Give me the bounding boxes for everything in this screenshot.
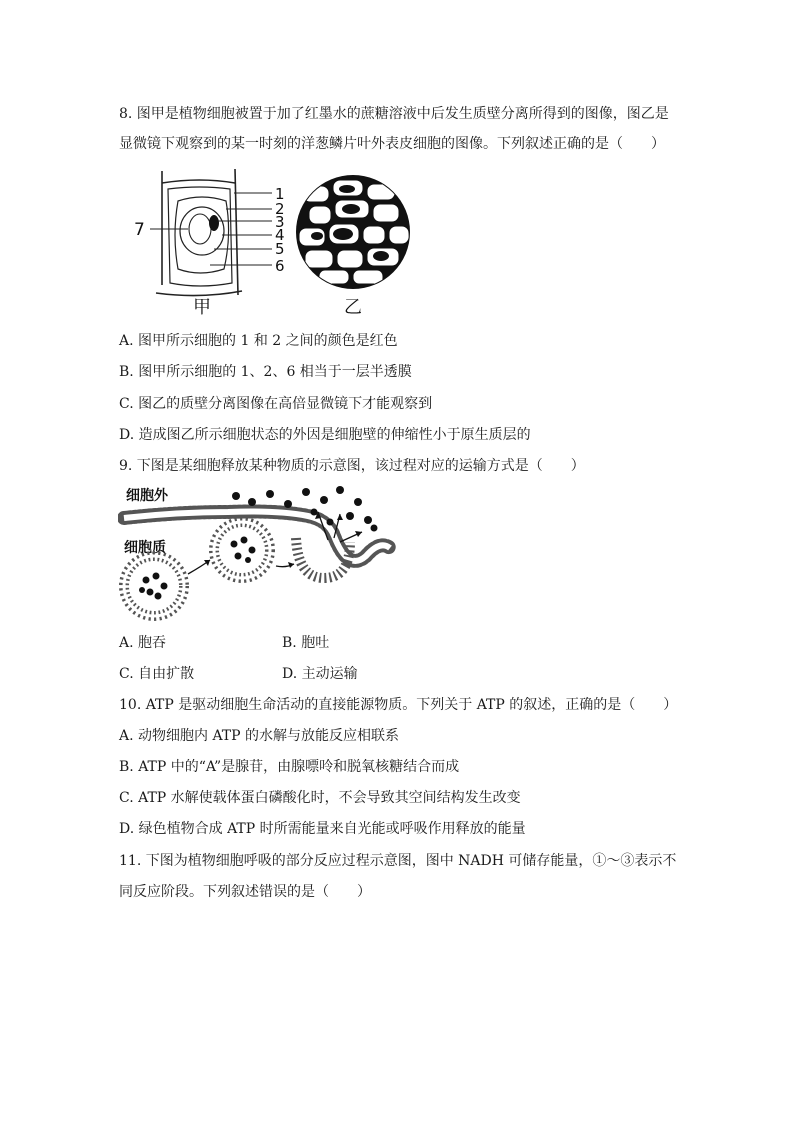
q8-label-1: 1 (275, 185, 285, 203)
q10-option-d: D. 绿色植物合成 ATP 时所需能量来自光能或呼吸作用释放的能量 (119, 821, 526, 837)
q9-label-outside: 细胞外 (126, 488, 168, 504)
q8-label-5: 5 (275, 240, 285, 258)
q8-option-a: A. 图甲所示细胞的 1 和 2 之间的颜色是红色 (119, 333, 398, 349)
q8-label-7: 7 (134, 220, 145, 240)
q8-stem-line1: 8. 图甲是植物细胞被置于加了红墨水的蔗糖溶液中后发生质壁分离所得到的图像，图乙是 (119, 106, 669, 122)
q8-label-6: 6 (275, 257, 285, 275)
q10-stem: 10. ATP 是驱动细胞生命活动的直接能源物质。下列关于 ATP 的叙述，正确的是（ ） (119, 697, 678, 713)
q8-figure-cell-jia (130, 165, 300, 320)
q8-figure-cell-yi (295, 172, 415, 320)
q9-figure-exocytosis (118, 482, 398, 622)
q8-option-d: D. 造成图乙所示细胞状态的外因是细胞壁的伸缩性小于原生质层的 (119, 427, 531, 443)
q9-option-b: B. 胞吐 (282, 635, 330, 651)
q8-stem-line2: 显微镜下观察到的某一时刻的洋葱鳞片叶外表皮细胞的图像。下列叙述正确的是（ ） (119, 136, 665, 152)
q9-stem: 9. 下图是某细胞释放某种物质的示意图，该过程对应的运输方式是（ ） (119, 458, 585, 474)
q11-stem-line2: 同反应阶段。下列叙述错误的是（ ） (119, 884, 371, 900)
q11-stem-line1: 11. 下图为植物细胞呼吸的部分反应过程示意图，图中 NADH 可储存能量，①～③表示不 (119, 853, 677, 869)
q8-label-jia: 甲 (193, 297, 211, 318)
q8-label-3: 3 (275, 213, 285, 231)
q10-option-c: C. ATP 水解使载体蛋白磷酸化时，不会导致其空间结构发生改变 (119, 790, 521, 806)
q8-option-b: B. 图甲所示细胞的 1、2、6 相当于一层半透膜 (119, 364, 412, 380)
q10-option-b: B. ATP 中的“A”是腺苷，由腺嘌呤和脱氧核糖结合而成 (119, 759, 460, 775)
q9-option-a: A. 胞吞 (119, 635, 167, 651)
q8-label-2: 2 (275, 200, 285, 218)
q8-option-c: C. 图乙的质壁分离图像在高倍显微镜下才能观察到 (119, 396, 433, 412)
q10-option-a: A. 动物细胞内 ATP 的水解与放能反应相联系 (119, 728, 400, 744)
q8-label-4: 4 (275, 226, 285, 244)
q9-option-c: C. 自由扩散 (119, 666, 195, 682)
q8-label-yi: 乙 (344, 297, 362, 318)
q9-label-cytoplasm: 细胞质 (124, 540, 166, 556)
q9-option-d: D. 主动运输 (282, 666, 358, 682)
